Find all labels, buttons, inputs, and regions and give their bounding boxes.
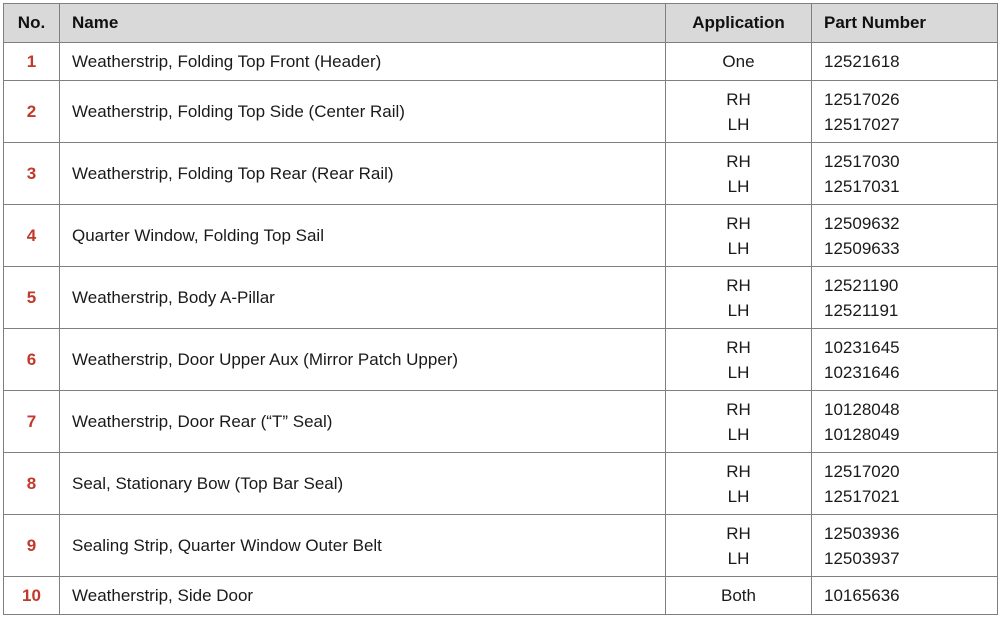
header-name: Name (60, 4, 666, 43)
application-value: LH (727, 176, 750, 196)
application-value: Both (721, 586, 756, 605)
row-application (666, 577, 812, 615)
part-number-value: 12503937 (824, 548, 900, 568)
row-part-number (812, 81, 998, 143)
row-number: 1 (4, 43, 60, 81)
row-name: Sealing Strip, Quarter Window Outer Belt (60, 515, 666, 577)
application-value: LH (727, 362, 750, 382)
table-row (4, 43, 998, 81)
application-value: RH (726, 523, 751, 543)
row-application (666, 453, 812, 515)
part-number-value: 12509632 (824, 213, 900, 233)
row-number: 7 (4, 391, 60, 453)
row-name: Weatherstrip, Folding Top Front (Header) (60, 43, 666, 81)
table-row (4, 329, 998, 391)
application-value: LH (727, 238, 750, 258)
part-number-value: 12517031 (824, 176, 900, 196)
part-number-value: 12521618 (824, 52, 900, 71)
table-row (4, 453, 998, 515)
part-number-value: 12503936 (824, 523, 900, 543)
row-application (666, 143, 812, 205)
row-name: Seal, Stationary Bow (Top Bar Seal) (60, 453, 666, 515)
row-number: 10 (4, 577, 60, 615)
application-value: RH (726, 399, 751, 419)
part-number-value: 12517030 (824, 151, 900, 171)
table-row (4, 577, 998, 615)
row-name: Weatherstrip, Folding Top Side (Center Rail) (60, 81, 666, 143)
row-part-number (812, 143, 998, 205)
row-number: 6 (4, 329, 60, 391)
row-name: Weatherstrip, Door Upper Aux (Mirror Patch Upper) (60, 329, 666, 391)
header-no: No. (4, 4, 60, 43)
header-part-number: Part Number (812, 4, 998, 43)
row-application (666, 43, 812, 81)
row-part-number (812, 453, 998, 515)
row-name: Weatherstrip, Side Door (60, 577, 666, 615)
part-number-value: 12509633 (824, 238, 900, 258)
row-application (666, 515, 812, 577)
row-number: 4 (4, 205, 60, 267)
row-name: Weatherstrip, Body A-Pillar (60, 267, 666, 329)
part-number-value: 12517020 (824, 461, 900, 481)
part-number-value: 12517021 (824, 486, 900, 506)
row-application (666, 391, 812, 453)
row-name: Quarter Window, Folding Top Sail (60, 205, 666, 267)
part-number-value: 12517027 (824, 114, 900, 134)
row-number: 5 (4, 267, 60, 329)
row-number: 8 (4, 453, 60, 515)
row-number: 3 (4, 143, 60, 205)
application-value: LH (727, 114, 750, 134)
row-name: Weatherstrip, Folding Top Rear (Rear Rail) (60, 143, 666, 205)
application-value: One (722, 52, 755, 71)
row-part-number (812, 391, 998, 453)
row-part-number (812, 43, 998, 81)
row-part-number (812, 205, 998, 267)
part-number-value: 10231646 (824, 362, 900, 382)
part-number-value: 10165636 (824, 586, 900, 605)
application-value: RH (726, 151, 751, 171)
row-application (666, 329, 812, 391)
row-application (666, 205, 812, 267)
row-part-number (812, 267, 998, 329)
row-part-number (812, 577, 998, 615)
table-row (4, 205, 998, 267)
application-value: LH (727, 548, 750, 568)
parts-table (3, 3, 998, 615)
part-number-value: 12521191 (824, 300, 899, 320)
application-value: LH (727, 300, 750, 320)
application-value: RH (726, 461, 751, 481)
part-number-value: 10231645 (824, 337, 900, 357)
application-value: RH (726, 89, 751, 109)
header-application: Application (666, 4, 812, 43)
table-row (4, 515, 998, 577)
table-header-row (4, 4, 998, 43)
application-value: RH (726, 213, 751, 233)
table-row (4, 391, 998, 453)
application-value: LH (727, 486, 750, 506)
row-part-number (812, 515, 998, 577)
part-number-value: 10128049 (824, 424, 900, 444)
application-value: RH (726, 337, 751, 357)
row-part-number (812, 329, 998, 391)
row-application (666, 267, 812, 329)
table-row (4, 267, 998, 329)
row-application (666, 81, 812, 143)
table-row (4, 143, 998, 205)
application-value: RH (726, 275, 751, 295)
row-name: Weatherstrip, Door Rear (“T” Seal) (60, 391, 666, 453)
application-value: LH (727, 424, 750, 444)
part-number-value: 12521190 (824, 275, 899, 295)
part-number-value: 10128048 (824, 399, 900, 419)
row-number: 2 (4, 81, 60, 143)
row-number: 9 (4, 515, 60, 577)
part-number-value: 12517026 (824, 89, 900, 109)
table-row (4, 81, 998, 143)
